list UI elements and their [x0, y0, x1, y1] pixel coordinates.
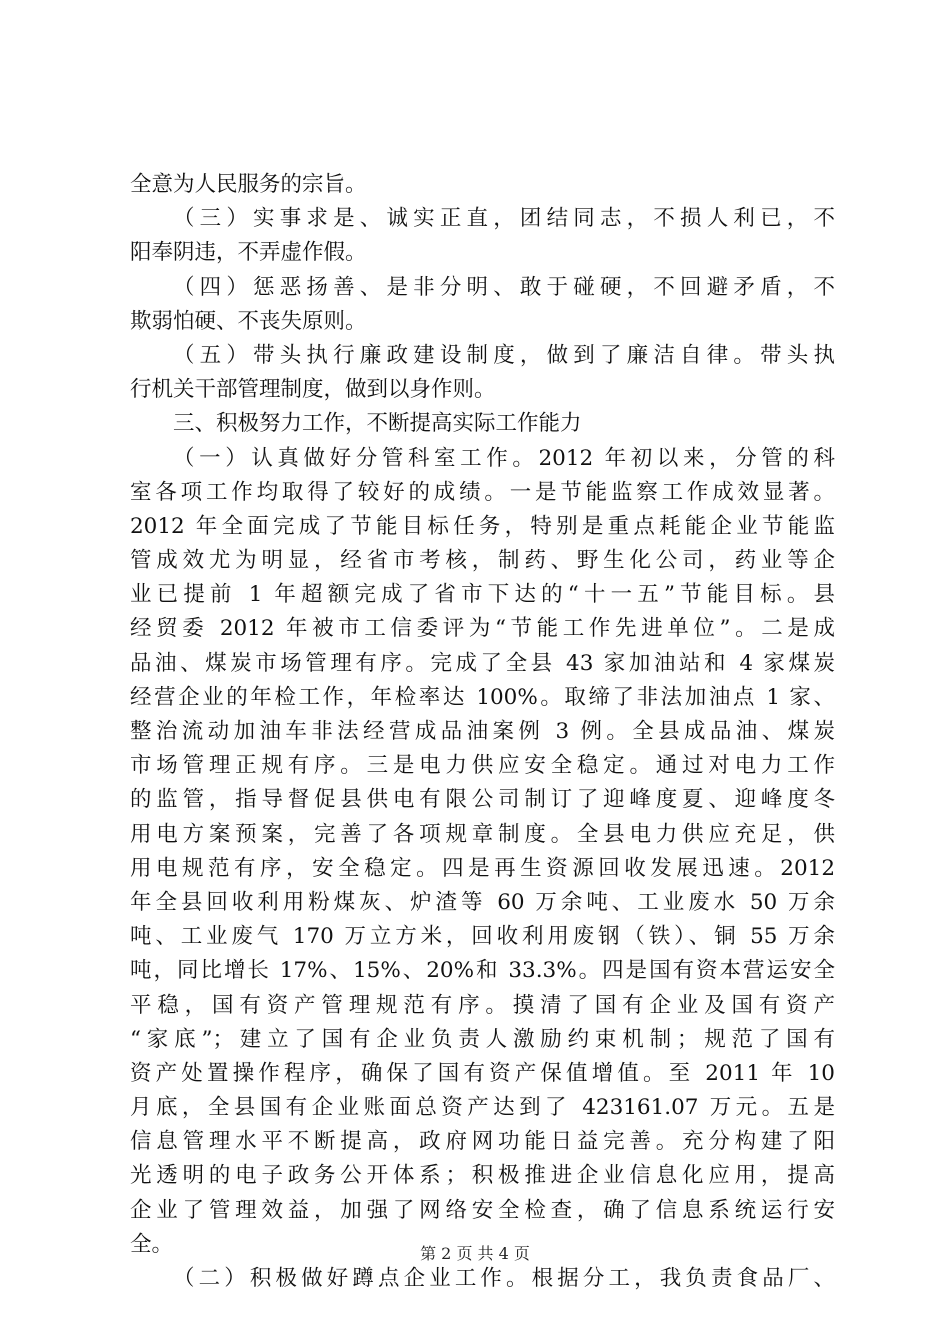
text-line: 室各项工作均取得了较好的成绩。一是节能监察工作成效显著。	[130, 479, 835, 505]
page-footer: 第 2 页 共 4 页	[420, 1244, 530, 1263]
text-line: 阳奉阴违，不弄虚作假。	[130, 240, 367, 266]
text-line: 资产处置操作程序，确保了国有资产保值增值。至 2011 年 10	[130, 1060, 835, 1086]
text-line: “家底”；建立了国有企业负责人激励约束机制；规范了国有	[130, 1026, 835, 1052]
text-line: （三）实事求是、诚实正直，团结同志，不损人利已，不	[173, 206, 835, 232]
text-line: （四）惩恶扬善、是非分明、敢于碰硬，不回避矛盾，不	[173, 274, 835, 300]
text-line: 光透明的电子政务公开体系；积极推进企业信息化应用，提高	[130, 1163, 835, 1189]
text-line: 2012 年全面完成了节能目标任务，特别是重点耗能企业节能监	[130, 513, 835, 539]
text-line: 市场管理正规有序。三是电力供应安全稳定。通过对电力工作	[130, 753, 835, 779]
text-line: 经贸委 2012 年被市工信委评为“节能工作先进单位”。二是成	[130, 616, 835, 642]
text-line: 三、积极努力工作，不断提高实际工作能力	[173, 411, 582, 437]
text-line: （五）带头执行廉政建设制度，做到了廉洁自律。带头执	[173, 342, 835, 368]
text-line: （一）认真做好分管科室工作。2012 年初以来，分管的科	[173, 445, 835, 471]
text-line: 欺弱怕硬、不丧失原则。	[130, 308, 367, 334]
text-line: 经营企业的年检工作，年检率达 100%。取缔了非法加油点 1 家、	[130, 684, 835, 710]
text-line: 全。	[130, 1231, 174, 1257]
text-line: 整治流动加油车非法经营成品油案例 3 例。全县成品油、煤炭	[130, 719, 835, 744]
text-line: 月底，全县国有企业账面总资产达到了 423161.07 万元。五是	[130, 1095, 835, 1121]
text-line: （二）积极做好蹲点企业工作。根据分工，我负责食品厂、	[173, 1266, 835, 1291]
text-line: 信息管理水平不断提高，政府网功能日益完善。充分构建了阳	[130, 1129, 835, 1155]
text-line: 行机关干部管理制度，做到以身作则。	[130, 377, 496, 403]
text-line: 品油、煤炭市场管理有序。完成了全县 43 家加油站和 4 家煤炭	[130, 650, 835, 676]
text-line: 吨，同比增长 17%、15%、20%和 33.3%。四是国有资本营运安全	[130, 958, 835, 984]
text-line: 年全县回收利用粉煤灰、炉渣等 60 万余吨、工业废水 50 万余	[130, 889, 835, 915]
text-line: 平稳，国有资产管理规范有序。摸清了国有企业及国有资产	[130, 992, 835, 1018]
text-line: 企业了管理效益，加强了网络安全检查，确了信息系统运行安	[130, 1197, 835, 1223]
text-line: 用电方案预案，完善了各项规章制度。全县电力供应充足，供	[130, 821, 835, 847]
text-line: 的监管，指导督促县供电有限公司制订了迎峰度夏、迎峰度冬	[130, 787, 835, 813]
text-line: 管成效尤为明显，经省市考核，制药、野生化公司，药业等企	[130, 548, 835, 574]
text-line: 吨、工业废气 170 万立方米，回收利用废钢（铁）、铜 55 万余	[130, 924, 835, 950]
text-line: 用电规范有序，安全稳定。四是再生资源回收发展迅速。2012	[130, 855, 835, 881]
text-line: 业已提前 1 年超额完成了省市下达的“十一五”节能目标。县	[130, 582, 835, 608]
document-body	[130, 168, 835, 1296]
text-line: 全意为人民服务的宗旨。	[130, 172, 367, 197]
